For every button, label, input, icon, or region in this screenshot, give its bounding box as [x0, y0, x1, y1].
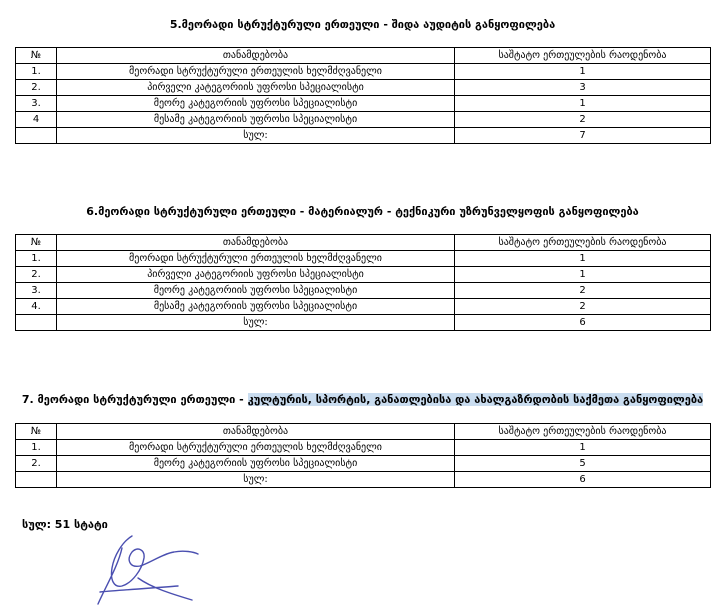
row-number: 3.: [16, 96, 57, 112]
total-label: სულ:: [57, 315, 455, 331]
row-count: 5: [455, 456, 711, 472]
total-label: სულ:: [57, 128, 455, 144]
row-position: მეორე კატეგორიის უფროსი სპეციალისტი: [57, 283, 455, 299]
row-count: 2: [455, 283, 711, 299]
row-number: 4.: [16, 299, 57, 315]
table-row: [16, 112, 711, 128]
total-value: 7: [455, 128, 711, 144]
table-row: [16, 456, 711, 472]
table-row: [16, 299, 711, 315]
total-row: [16, 472, 711, 488]
col-header-position: თანამდებობა: [57, 48, 455, 64]
table-row: [16, 96, 711, 112]
col-header-number: №: [16, 48, 57, 64]
row-number: 2.: [16, 80, 57, 96]
signature: [92, 508, 202, 608]
table-row: [16, 267, 711, 283]
row-position: პირველი კატეგორიის უფროსი სპეციალისტი: [57, 267, 455, 283]
col-header-position: თანამდებობა: [57, 424, 455, 440]
row-position: მესამე კატეგორიის უფროსი სპეციალისტი: [57, 112, 455, 128]
row-position: მეორადი სტრუქტურული ერთეულის ხელმძღვანელი: [57, 251, 455, 267]
row-count: 1: [455, 251, 711, 267]
table-header-row: [16, 48, 711, 64]
section-7-table: [15, 423, 711, 488]
table-row: [16, 80, 711, 96]
row-number: 2.: [16, 267, 57, 283]
row-number: 4: [16, 112, 57, 128]
col-header-count: საშტატო ერთეულების რაოდენობა: [455, 48, 711, 64]
col-header-number: №: [16, 424, 57, 440]
section-7-heading-highlight: კულტურის, სპორტის, განათლებისა და ახალგაზრდობის საქმეთა განყოფილება: [247, 393, 704, 406]
section-7-heading: [0, 393, 725, 406]
col-header-count: საშტატო ერთეულების რაოდენობა: [455, 235, 711, 251]
row-position: პირველი კატეგორიის უფროსი სპეციალისტი: [57, 80, 455, 96]
row-count: 1: [455, 440, 711, 456]
row-position: მეორადი სტრუქტურული ერთეულის ხელმძღვანელი: [57, 440, 455, 456]
table-header-row: [16, 424, 711, 440]
table-row: [16, 283, 711, 299]
section-6-heading: 6.მეორადი სტრუქტურული ერთეული - მატერიალურ - ტექნიკური უზრუნველყოფის განყოფილება: [86, 205, 639, 218]
col-header-number: №: [16, 235, 57, 251]
row-count: 1: [455, 267, 711, 283]
row-number: 1.: [16, 64, 57, 80]
row-count: 3: [455, 80, 711, 96]
row-count: 2: [455, 299, 711, 315]
row-number: 3.: [16, 283, 57, 299]
total-row: [16, 315, 711, 331]
total-value: 6: [455, 472, 711, 488]
total-value: 6: [455, 315, 711, 331]
table-row: [16, 251, 711, 267]
row-number: 1.: [16, 251, 57, 267]
row-position: მეორადი სტრუქტურული ერთეულის ხელმძღვანელი: [57, 64, 455, 80]
table-header-row: [16, 235, 711, 251]
row-count: 1: [455, 64, 711, 80]
grand-total: სულ: 51 სტატი: [22, 518, 108, 531]
row-position: მესამე კატეგორიის უფროსი სპეციალისტი: [57, 299, 455, 315]
row-number: 2.: [16, 456, 57, 472]
row-count: 2: [455, 112, 711, 128]
table-row: [16, 64, 711, 80]
row-position: მეორე კატეგორიის უფროსი სპეციალისტი: [57, 456, 455, 472]
section-7-heading-text: 7. მეორადი სტრუქტურული ერთეული -: [21, 393, 248, 406]
col-header-position: თანამდებობა: [57, 235, 455, 251]
table-row: [16, 440, 711, 456]
total-row: [16, 128, 711, 144]
row-number: 1.: [16, 440, 57, 456]
section-5-table: [15, 47, 711, 144]
section-6-table: [15, 234, 711, 331]
total-label: სულ:: [57, 472, 455, 488]
row-position: მეორე კატეგორიის უფროსი სპეციალისტი: [57, 96, 455, 112]
section-5-heading: 5.მეორადი სტრუქტურული ერთეული - შიდა აუდიტის განყოფილება: [169, 18, 556, 31]
row-count: 1: [455, 96, 711, 112]
col-header-count: საშტატო ერთეულების რაოდენობა: [455, 424, 711, 440]
